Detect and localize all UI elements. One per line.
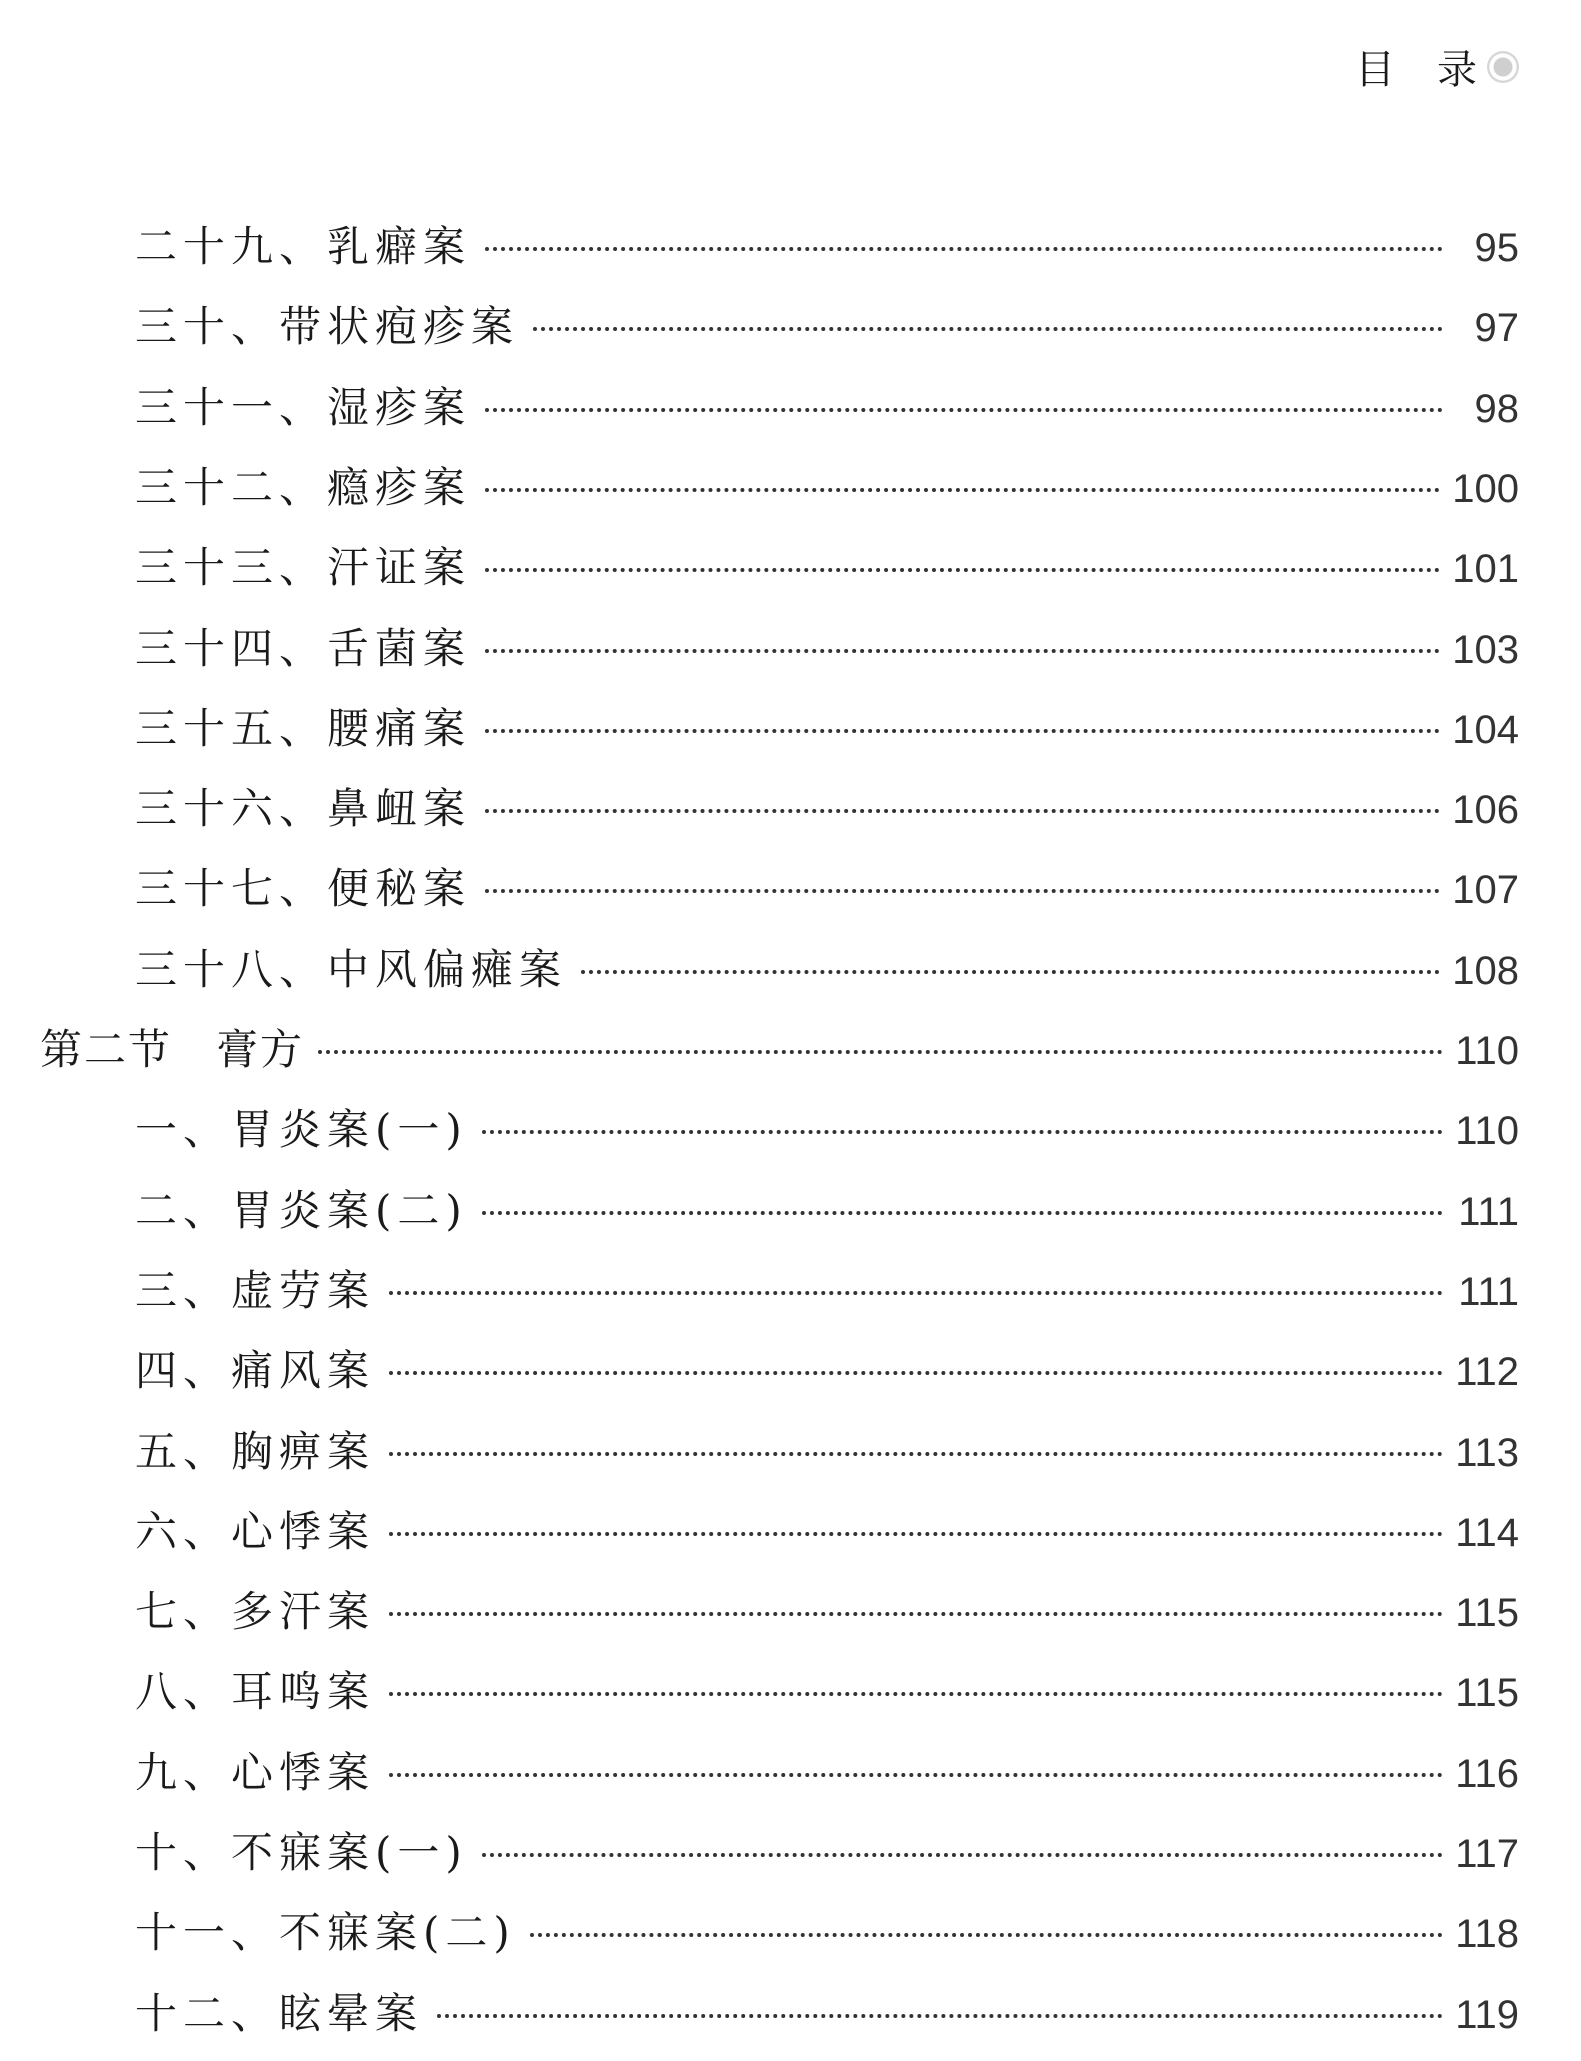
dot-leader: [389, 1773, 1443, 1777]
toc-entry[interactable]: [135, 1419, 1519, 1499]
toc-entry-label: 三十二、瘾疹案: [135, 462, 472, 512]
toc-entry-label: 二、胃炎案(二): [135, 1185, 468, 1235]
toc-entry-page-number: 100: [1452, 466, 1519, 511]
dot-leader: [482, 1130, 1443, 1134]
toc-entry-label: 三十一、湿疹案: [135, 382, 472, 432]
toc-entry[interactable]: [135, 856, 1519, 936]
toc-entry-label: 四、痛风案: [135, 1346, 376, 1396]
dot-leader: [485, 408, 1443, 412]
toc-entry-label: 三十、带状疱疹案: [135, 302, 520, 352]
toc-entry[interactable]: [135, 1258, 1519, 1338]
toc-entry-label: 十二、眩晕案: [135, 1988, 424, 2038]
circle-ornament-icon: [1487, 51, 1519, 83]
toc-entry-page-number: 113: [1455, 1430, 1519, 1475]
dot-leader: [389, 1452, 1443, 1456]
toc-entry[interactable]: [135, 294, 1519, 374]
toc-entry[interactable]: [135, 1338, 1519, 1418]
dot-leader: [581, 970, 1440, 974]
toc-entry-label: 一、胃炎案(一): [135, 1105, 468, 1155]
toc-entry-page-number: 98: [1474, 386, 1519, 431]
toc-entry-page-number: 118: [1455, 1912, 1519, 1957]
toc-entry[interactable]: [135, 1740, 1519, 1820]
toc-entry[interactable]: [135, 1820, 1519, 1900]
toc-entry-label: 六、心悸案: [135, 1506, 376, 1556]
dot-leader: [485, 729, 1440, 733]
toc-entry-page-number: 116: [1455, 1751, 1519, 1796]
toc-entry-page-number: 101: [1452, 547, 1519, 592]
toc-entry[interactable]: [135, 1178, 1519, 1258]
toc-entry-page-number: 112: [1455, 1350, 1519, 1395]
toc-entry[interactable]: [135, 776, 1519, 856]
toc-entry-label: 三十四、舌菌案: [135, 623, 472, 673]
toc-entry-label: 三十三、汗证案: [135, 543, 472, 593]
toc-entry[interactable]: [135, 616, 1519, 696]
toc-entry-page-number: 114: [1455, 1510, 1519, 1555]
toc-entry-page-number: 119: [1455, 1992, 1519, 2037]
toc-entry-page-number: 110: [1455, 1109, 1519, 1154]
dot-leader: [482, 1853, 1443, 1857]
dot-leader: [485, 889, 1440, 893]
toc-entry[interactable]: [135, 696, 1519, 776]
toc-entry-label: 七、多汗案: [135, 1587, 376, 1637]
toc-entry-label: 十、不寐案(一): [135, 1828, 468, 1877]
toc-entry-page-number: 115: [1455, 1671, 1519, 1716]
toc-entry-label: 五、胸痹案: [135, 1426, 376, 1476]
toc-entry-page-number: 104: [1452, 707, 1519, 752]
toc-entry-page-number: 95: [1474, 226, 1519, 270]
toc-entry-label: 第二节 膏方: [40, 1025, 305, 1074]
toc-entry-label: 三、虚劳案: [135, 1265, 376, 1315]
toc-entry[interactable]: [135, 1659, 1519, 1739]
toc-entry[interactable]: [135, 535, 1519, 615]
page-title: [1355, 38, 1479, 95]
toc-entry-label: 二十九、乳癖案: [135, 222, 472, 271]
toc-entry-page-number: 103: [1452, 627, 1519, 672]
toc-entry[interactable]: [135, 1981, 1519, 2061]
toc-entry-label: 三十八、中风偏瘫案: [135, 944, 568, 994]
dot-leader: [389, 1692, 1443, 1696]
dot-leader: [485, 488, 1440, 492]
toc-entry[interactable]: [135, 1900, 1519, 1980]
toc-entry-page-number: 107: [1452, 868, 1519, 913]
page-title-part2: 录: [1437, 47, 1479, 93]
dot-leader: [389, 1532, 1443, 1536]
toc-entry-page-number: 108: [1452, 948, 1519, 993]
toc-entry[interactable]: [135, 1097, 1519, 1177]
toc-entry-page-number: 97: [1474, 306, 1519, 351]
dot-leader: [482, 1211, 1443, 1215]
dot-leader: [318, 1050, 1443, 1054]
toc-entry-page-number: 111: [1458, 1189, 1519, 1234]
toc-entry-label: 三十五、腰痛案: [135, 703, 472, 753]
toc-entry-page-number: 106: [1452, 788, 1519, 833]
toc-entry[interactable]: [135, 455, 1519, 535]
toc-entry[interactable]: [135, 214, 1519, 294]
toc-section-heading[interactable]: [40, 1017, 1519, 1097]
toc-entry[interactable]: [135, 375, 1519, 455]
toc-entry-label: 九、心悸案: [135, 1747, 376, 1797]
dot-leader: [533, 327, 1443, 331]
dot-leader: [485, 247, 1443, 251]
toc-entry-label: 十一、不寐案(二): [135, 1908, 516, 1958]
toc-entry-page-number: 115: [1455, 1591, 1519, 1636]
toc-entry-page-number: 117: [1455, 1832, 1519, 1876]
toc-entry[interactable]: [135, 1499, 1519, 1579]
dot-leader: [437, 2014, 1443, 2018]
toc-entry-label: 三十六、鼻衄案: [135, 784, 472, 834]
toc-entry[interactable]: [135, 937, 1519, 1017]
page-header: [1355, 38, 1519, 95]
dot-leader: [389, 1612, 1443, 1616]
dot-leader: [530, 1933, 1443, 1937]
dot-leader: [389, 1371, 1443, 1375]
toc-entry-label: 八、耳鸣案: [135, 1667, 376, 1717]
page-title-part1: 目: [1355, 47, 1397, 93]
toc-entry-page-number: 110: [1455, 1029, 1519, 1073]
toc-entry-page-number: 111: [1458, 1269, 1519, 1314]
dot-leader: [485, 649, 1440, 653]
toc-entry-label: 三十七、便秘案: [135, 864, 472, 914]
dot-leader: [485, 568, 1440, 572]
dot-leader: [485, 809, 1440, 813]
toc-entry[interactable]: [135, 1579, 1519, 1659]
dot-leader: [389, 1291, 1443, 1295]
